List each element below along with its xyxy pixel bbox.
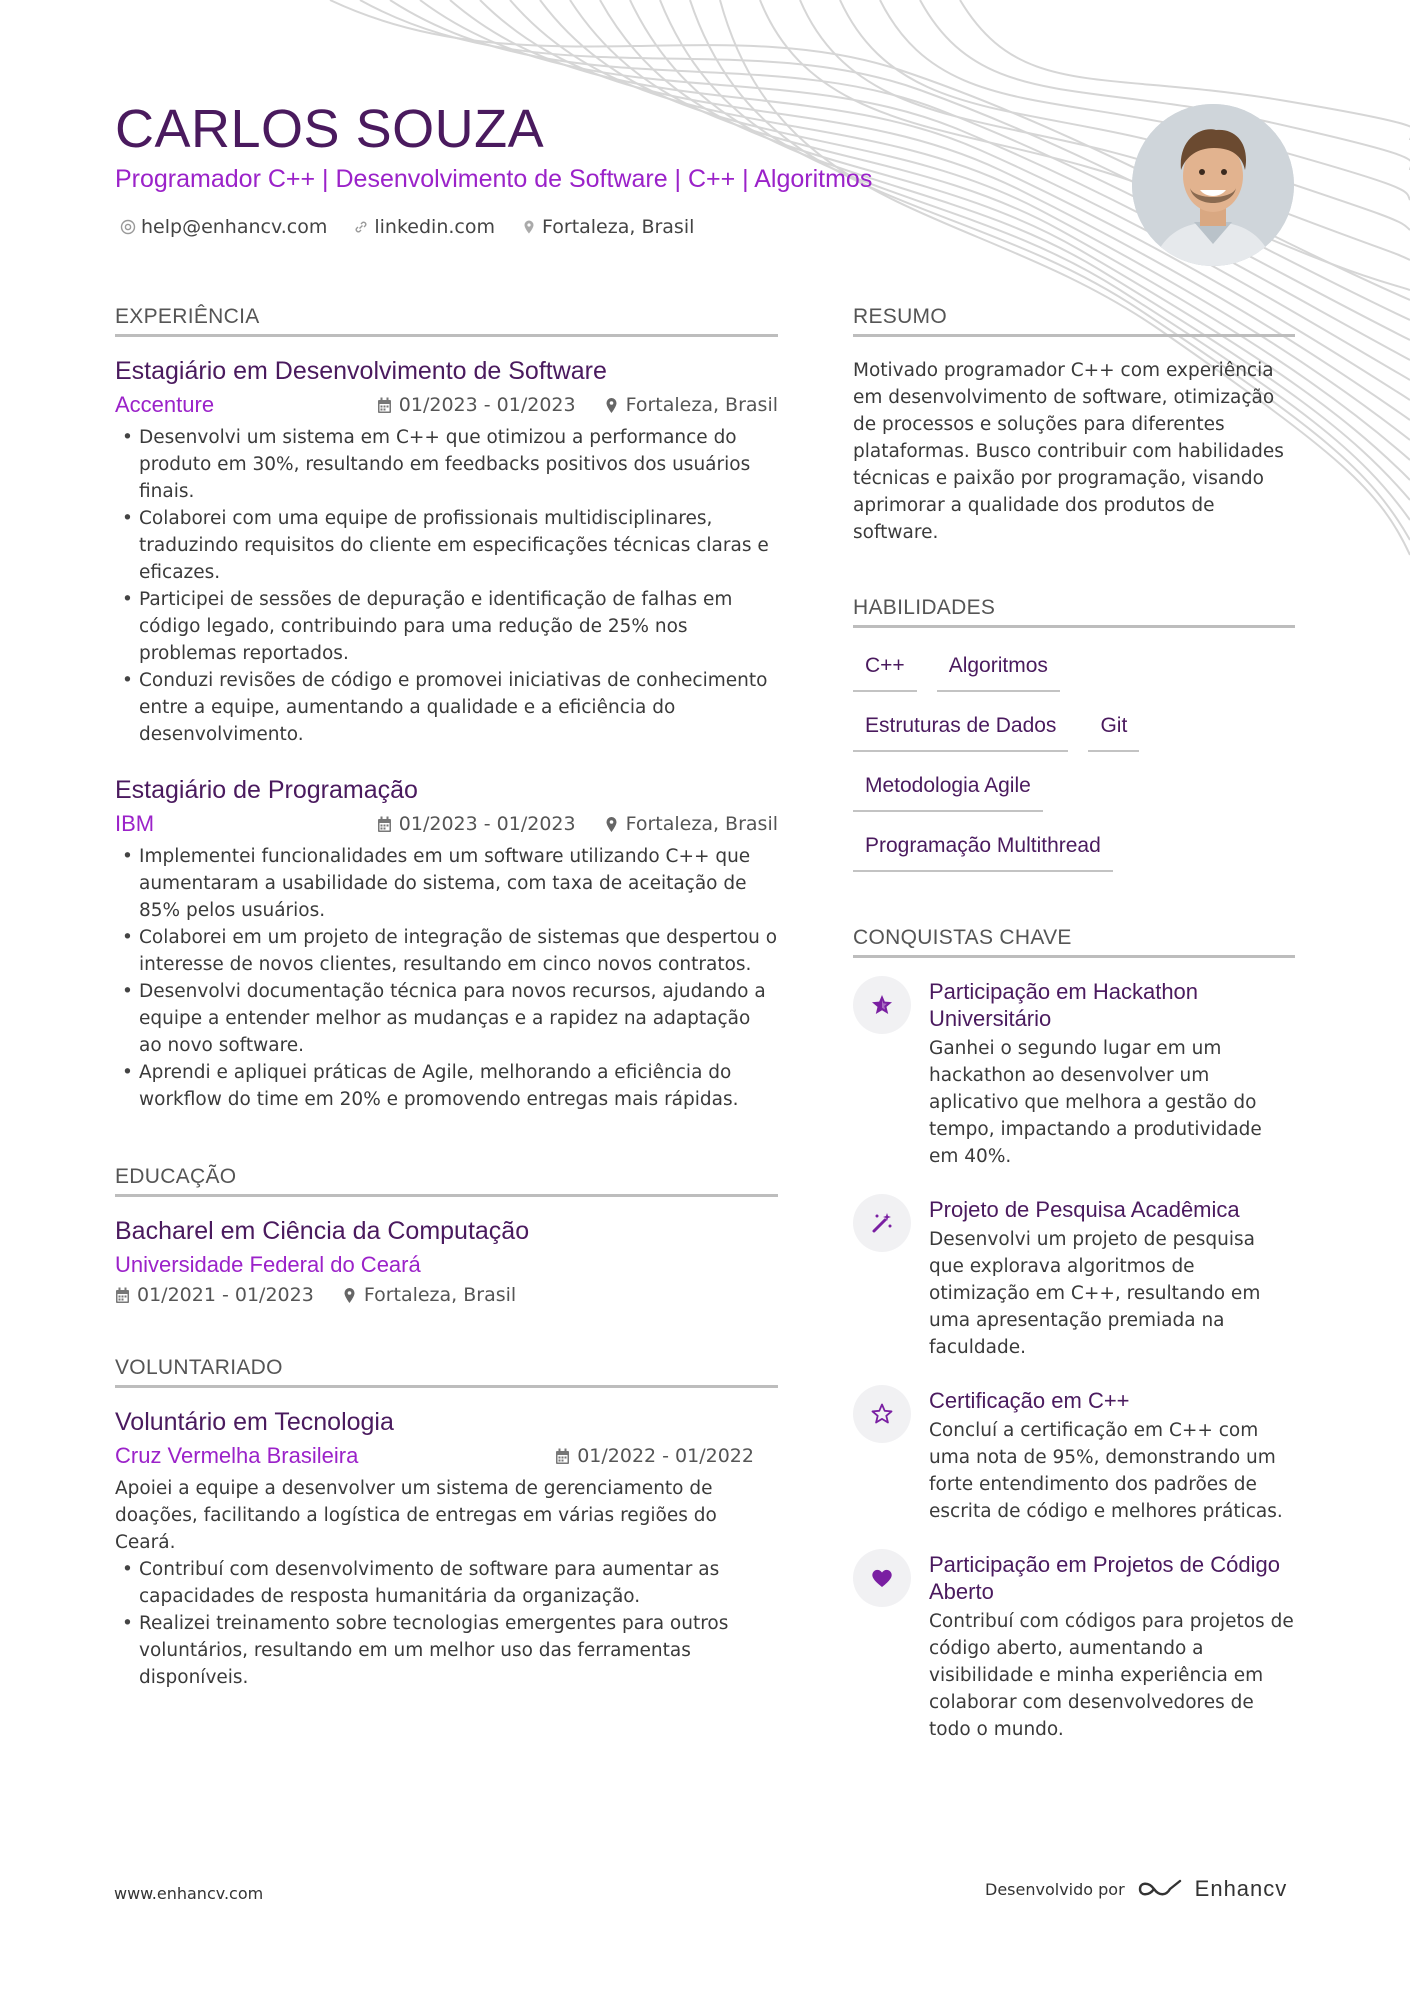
education-dates: 01/2021 - 01/2023 (115, 1284, 314, 1306)
star-badge-icon (869, 992, 895, 1018)
volunteering-bullets (115, 1556, 778, 1691)
achievements-section-title: CONQUISTAS CHAVE (853, 926, 1295, 958)
location-pin-icon (521, 219, 537, 235)
heart-icon (869, 1565, 895, 1591)
calendar-icon (115, 1287, 130, 1304)
enhancv-logo-icon (1137, 1877, 1183, 1901)
location-pin-icon (342, 1287, 357, 1304)
list-item: • Desenvolvi documentação técnica para novos recursos, ajudando a equipe a entender melhor as mudanças e a rapidez na adaptação ao novo software. (115, 978, 778, 1059)
achievement-description: Concluí a certificação em C++ com uma nota de 95%, demonstrando um forte entendimento dos padrões de escrita de código e melhores práticas. (929, 1420, 1283, 1522)
achievement-title: Participação em Hackathon Universitário (929, 979, 1199, 1031)
achievement-title: Certificação em C++ (929, 1388, 1130, 1413)
job-dates: 01/2023 - 01/2023 (377, 813, 576, 835)
achievement-description: Ganhei o segundo lugar em um hackathon ao desenvolver um aplicativo que melhora a gestão do tempo, impactando a produtividade em 40%. (929, 1038, 1262, 1167)
footer-branding (985, 1876, 1287, 1902)
contact-location (521, 216, 694, 238)
link-icon (353, 219, 369, 235)
skill-tag: Metodologia Agile (853, 766, 1043, 812)
list-item: • Contribuí com desenvolvimento de software para aumentar as capacidades de resposta humanitária da organização. (115, 1556, 778, 1610)
star-outline-icon (869, 1401, 895, 1427)
achievement-title: Participação em Projetos de Código Aberto (929, 1552, 1280, 1604)
location-pin-icon (604, 816, 619, 833)
list-item: • Participei de sessões de depuração e identificação de falhas em código legado, contribuindo para uma redução de 25% nos problemas reportados. (115, 586, 778, 667)
calendar-icon (377, 397, 392, 414)
location-text: Fortaleza, Brasil (542, 216, 695, 238)
brand-name: Enhancv (1194, 1876, 1288, 1901)
achievement-item (853, 1387, 1295, 1525)
location-pin-icon (604, 397, 619, 414)
achievement-item (853, 978, 1295, 1170)
job-role: Estagiário de Programação (115, 776, 418, 804)
skill-tag: Algoritmos (937, 646, 1060, 692)
achievement-description: Desenvolvi um projeto de pesquisa que explorava algoritmos de otimização em C++, resultando em uma apresentação premiada na faculdade. (929, 1229, 1261, 1358)
footer-website[interactable]: www.enhancv.com (114, 1884, 264, 1903)
volunteering-org: Cruz Vermelha Brasileira (115, 1443, 359, 1468)
job-entry (115, 776, 778, 1113)
email-text: help@enhancv.com (141, 216, 328, 238)
candidate-name: CARLOS SOUZA (115, 99, 545, 159)
education-degree: Bacharel em Ciência da Computação (115, 1217, 530, 1245)
contact-row (120, 216, 694, 238)
linkedin-text: linkedin.com (374, 216, 495, 238)
list-item: • Colaborei com uma equipe de profissionais multidisciplinares, traduzindo requisitos do cliente em especificações técnicas claras e eficazes. (115, 505, 778, 586)
achievement-item (853, 1551, 1295, 1743)
skills-section-title: HABILIDADES (853, 596, 1295, 628)
volunteering-role: Voluntário em Tecnologia (115, 1408, 394, 1436)
job-bullets (115, 843, 778, 1113)
volunteering-section-title: VOLUNTARIADO (115, 1356, 778, 1388)
achievement-title: Projeto de Pesquisa Acadêmica (929, 1197, 1240, 1222)
skills-list (853, 646, 1295, 886)
list-item: • Desenvolvi um sistema em C++ que otimizou a performance do produto em 30%, resultando em feedbacks positivos dos usuários finais. (115, 424, 778, 505)
experience-section-title: EXPERIÊNCIA (115, 305, 778, 337)
contact-email[interactable] (120, 216, 327, 238)
candidate-headline: Programador C++ | Desenvolvimento de Software | C++ | Algoritmos (115, 165, 873, 193)
left-column (115, 305, 778, 1719)
calendar-icon (555, 1448, 570, 1465)
skill-tag: Programação Multithread (853, 826, 1113, 872)
powered-by-text: Desenvolvido por (985, 1879, 1125, 1899)
job-entry (115, 357, 778, 748)
job-location: Fortaleza, Brasil (604, 394, 778, 416)
achievement-item (853, 1196, 1295, 1361)
skill-tag: C++ (853, 646, 917, 692)
skill-tag: Git (1088, 706, 1139, 752)
summary-section-title: RESUMO (853, 305, 1295, 337)
volunteering-dates: 01/2022 - 01/2022 (555, 1445, 754, 1467)
job-location: Fortaleza, Brasil (604, 813, 778, 835)
person-portrait-icon (1132, 104, 1294, 266)
list-item: • Realizei treinamento sobre tecnologias emergentes para outros voluntários, resultando em um melhor uso das ferramentas disponíveis. (115, 1610, 778, 1691)
skill-tag: Estruturas de Dados (853, 706, 1068, 752)
right-column (853, 305, 1295, 1769)
job-company: Accenture (115, 392, 215, 417)
education-section-title: EDUCAÇÃO (115, 1165, 778, 1197)
list-item: • Colaborei em um projeto de integração de sistemas que despertou o interesse de novos clientes, resultando em cinco novos contratos. (115, 924, 778, 978)
education-location: Fortaleza, Brasil (342, 1284, 516, 1306)
job-bullets (115, 424, 778, 748)
volunteering-entry (115, 1408, 778, 1691)
profile-photo (1132, 104, 1294, 266)
education-school: Universidade Federal do Ceará (115, 1252, 421, 1277)
job-company: IBM (115, 811, 155, 836)
list-item: • Conduzi revisões de código e promovei iniciativas de conhecimento entre a equipe, aumentando a qualidade e a eficiência do desenvolvimento. (115, 667, 778, 748)
at-icon (120, 219, 136, 235)
list-item: • Implementei funcionalidades em um software utilizando C++ que aumentaram a usabilidade do sistema, com taxa de aceitação de 85% pelos usuários. (115, 843, 778, 924)
volunteering-summary: Apoiei a equipe a desenvolver um sistema de gerenciamento de doações, facilitando a logística de entregas em várias regiões do Ceará. (115, 1478, 717, 1553)
achievement-description: Contribuí com códigos para projetos de código aberto, aumentando a visibilidade e minha experiência em colaborar com desenvolvedores de todo o mundo. (929, 1611, 1294, 1740)
calendar-icon (377, 816, 392, 833)
job-dates: 01/2023 - 01/2023 (377, 394, 576, 416)
education-entry (115, 1217, 778, 1306)
contact-linkedin[interactable] (353, 216, 495, 238)
job-role: Estagiário em Desenvolvimento de Software (115, 357, 607, 385)
list-item: • Aprendi e apliquei práticas de Agile, melhorando a eficiência do workflow do time em 20% e promovendo entregas mais rápidas. (115, 1059, 778, 1113)
summary-text: Motivado programador C++ com experiência em desenvolvimento de software, otimização de processos e soluções para diferentes plataformas. Busco contribuir com habilidades técnicas e paixão por programação, visando aprimorar a qualidade dos produtos de software. (853, 360, 1284, 543)
magic-wand-icon (869, 1210, 895, 1236)
